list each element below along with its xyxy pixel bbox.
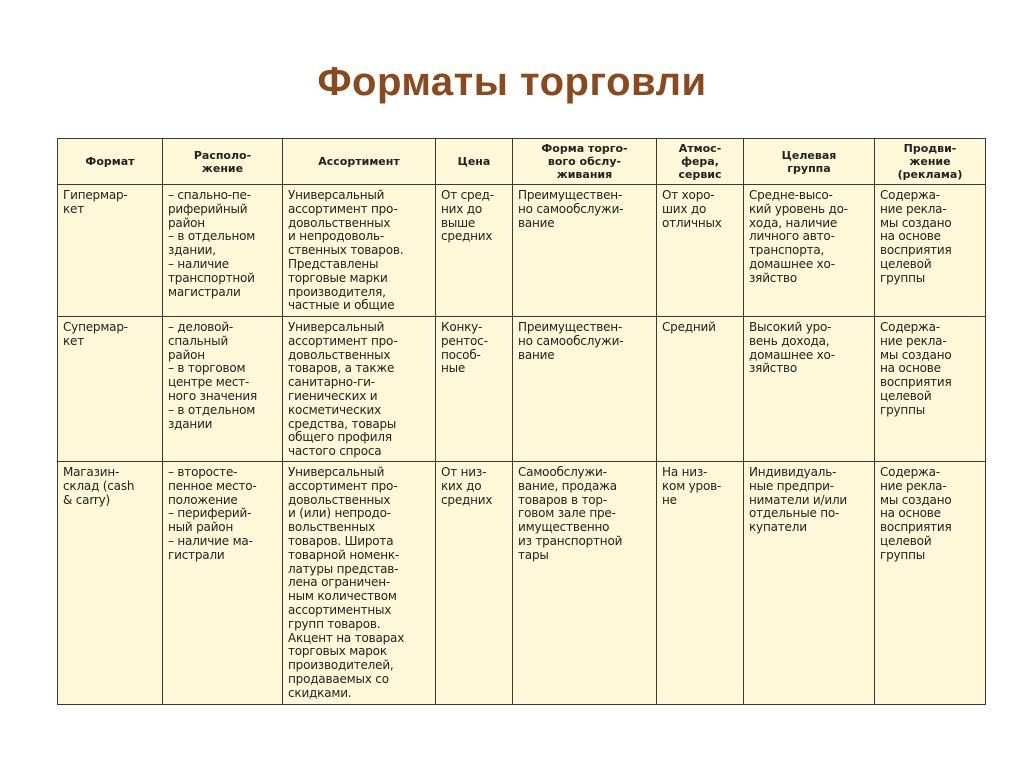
header-atmosphere-label: Атмос- фера, сервис [678,142,722,181]
table-row [58,317,986,462]
table-cell: Универсальный ассортимент про- довольственных и непродоволь- ственных товаров. Представлены торговые марки производителя, частные и общие [283,185,436,317]
header-format [58,139,163,185]
table-cell: Магазин- склад (cash & carry) [58,462,163,705]
table-cell: Преимуществен- но самообслужи- вание [513,317,657,462]
table-cell: От низ- ких до средних [436,462,513,705]
table-cell: На низ- ком уров- не [657,462,744,705]
table-cell: Гипермар- кет [58,185,163,317]
page-title: Форматы торговли [317,60,707,104]
table-cell: Конку- рентос- пособ- ные [436,317,513,462]
table-cell: Индивидуаль- ные предпри- ниматели и/или отдельные по- купатели [744,462,875,705]
header-location [163,139,283,185]
header-price-label: Цена [457,155,491,168]
header-service-form [513,139,657,185]
table-header-row [58,139,986,185]
header-atmosphere [657,139,744,185]
header-assortment [283,139,436,185]
header-target-group [744,139,875,185]
table-cell: От хоро- ших до отличных [657,185,744,317]
header-format-label: Формат [85,155,135,168]
table-row [58,185,986,317]
table-cell: Преимуществен- но самообслужи- вание [513,185,657,317]
header-target-group-label: Целевая группа [781,148,837,175]
table-cell: – второсте- пенное место- положение – периферий- ный район – наличие ма- гистрали [163,462,283,705]
retail-formats-table-wrapper [57,138,985,704]
retail-formats-table [57,138,986,705]
table-cell: Содержа- ние рекла- мы создано на основе восприятия целевой группы [875,462,986,705]
header-service-form-label: Форма торго- вого обслу- живания [541,142,628,181]
table-cell: Супермар- кет [58,317,163,462]
header-location-label: Располо- жение [193,148,252,175]
header-assortment-label: Ассортимент [318,155,400,168]
table-cell: Содержа- ние рекла- мы создано на основе восприятия целевой группы [875,317,986,462]
table-cell: Самообслужи- вание, продажа товаров в тор- говом зале пре- имущественно из транспортной тары [513,462,657,705]
table-cell: Высокий уро- вень дохода, домашнее хо- зяйство [744,317,875,462]
table-cell: – деловой- спальный район – в торговом центре мест- ного значения – в отдельном здании [163,317,283,462]
header-price [436,139,513,185]
table-cell: Универсальный ассортимент про- довольственных и (или) непродо- вольственных товаров. Широта товарной номенк- латуры представ- лена ограничен- ным количеством ассортиментных групп товаров. Акцент на товарах торговых марок производителей, продаваемых со скидками. [283,462,436,705]
table-cell: Средний [657,317,744,462]
header-promotion [875,139,986,185]
table-cell: Содержа- ние рекла- мы создано на основе восприятия целевой группы [875,185,986,317]
header-promotion-label: Продви- жение (реклама) [897,142,963,181]
table-cell: Средне-высо- кий уровень до- хода, наличие личного авто- транспорта, домашнее хо- зяйство [744,185,875,317]
table-row [58,462,986,705]
table-cell: – спально-пе- риферийный район – в отдельном здании, – наличие транспортной магистрали [163,185,283,317]
table-cell: Универсальный ассортимент про- довольственных товаров, а также санитарно-ги- гиенических и косметических средства, товары общего профиля частого спроса [283,317,436,462]
table-cell: От сред- них до выше средних [436,185,513,317]
